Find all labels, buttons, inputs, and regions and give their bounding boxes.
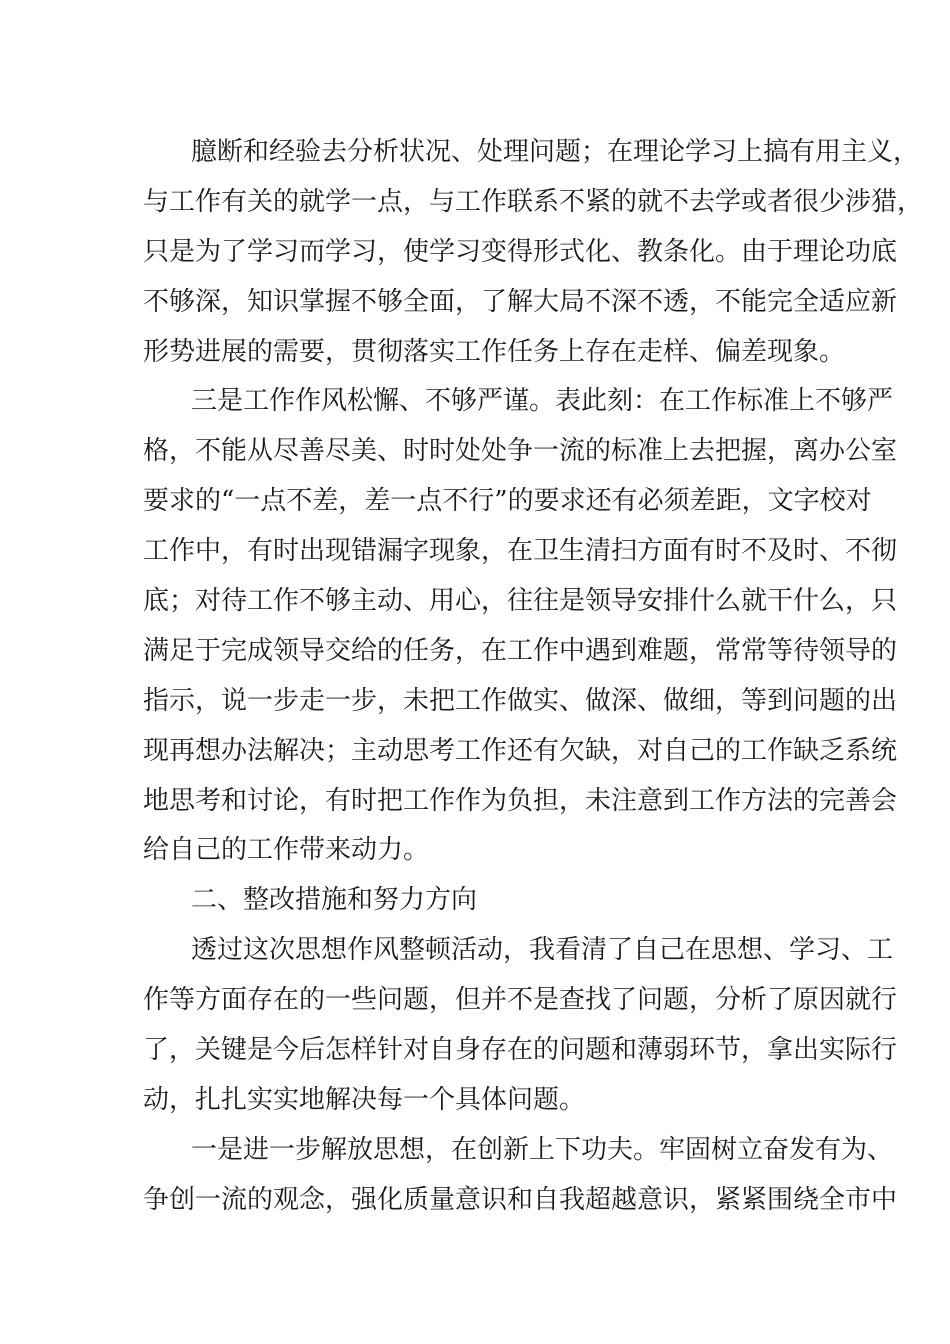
text-line: 底；对待工作不够主动、用心，往往是领导安排什么就干什么，只 xyxy=(143,586,898,617)
text-line: 格，不能从尽善尽美、时时处处争一流的标准上去把握，离办公室 xyxy=(143,436,898,467)
text-line: 给自己的工作带来动力。 xyxy=(143,835,430,866)
text-line: 工作中，有时出现错漏字现象，在卫生清扫方面有时不及时、不彻 xyxy=(143,536,898,567)
text-line: 形势进展的需要，贯彻落实工作任务上存在走样、偏差现象。 xyxy=(143,336,846,367)
text-line: 作等方面存在的一些问题，但并不是查找了问题，分析了原因就行 xyxy=(143,985,898,1016)
text-line: 一是进一步解放思想，在创新上下功夫。牢固树立奋发有为、 xyxy=(191,1134,894,1165)
text-line: 三是工作作风松懈、不够严谨。表此刻：在工作标准上不够严 xyxy=(191,386,894,417)
text-line: 地思考和讨论，有时把工作作为负担，未注意到工作方法的完善会 xyxy=(143,785,898,816)
section-heading: 二、整改措施和努力方向 xyxy=(191,885,478,916)
text-line: 臆断和经验去分析状况、处理问题；在理论学习上搞有用主义， xyxy=(191,137,920,167)
text-line: 动，扎扎实实地解决每一个具体问题。 xyxy=(143,1084,586,1115)
text-line: 现再想办法解决；主动思考工作还有欠缺，对自己的工作缺乏系统 xyxy=(143,735,898,766)
text-line: 要求的“一点不差，差一点不行”的要求还有必须差距，文字校对 xyxy=(143,486,872,517)
text-line: 争创一流的观念，强化质量意识和自我超越意识，紧紧围绕全市中 xyxy=(143,1184,898,1215)
text-line: 只是为了学习而学习，使学习变得形式化、教条化。由于理论功底 xyxy=(143,236,898,267)
text-line: 指示，说一步走一步，未把工作做实、做深、做细，等到问题的出 xyxy=(143,685,898,716)
body-text xyxy=(143,128,924,1226)
text-line: 满足于完成领导交给的任务，在工作中遇到难题，常常等待领导的 xyxy=(143,635,898,666)
text-line: 了，关键是今后怎样针对自身存在的问题和薄弱环节，拿出实际行 xyxy=(143,1035,898,1066)
text-line: 透过这次思想作风整顿活动，我看清了自己在思想、学习、工 xyxy=(191,935,894,966)
text-line: 不够深，知识掌握不够全面，了解大局不深不透，不能完全适应新 xyxy=(143,286,898,317)
text-line: 与工作有关的就学一点，与工作联系不紧的就不去学或者很少涉猎， xyxy=(143,186,924,217)
